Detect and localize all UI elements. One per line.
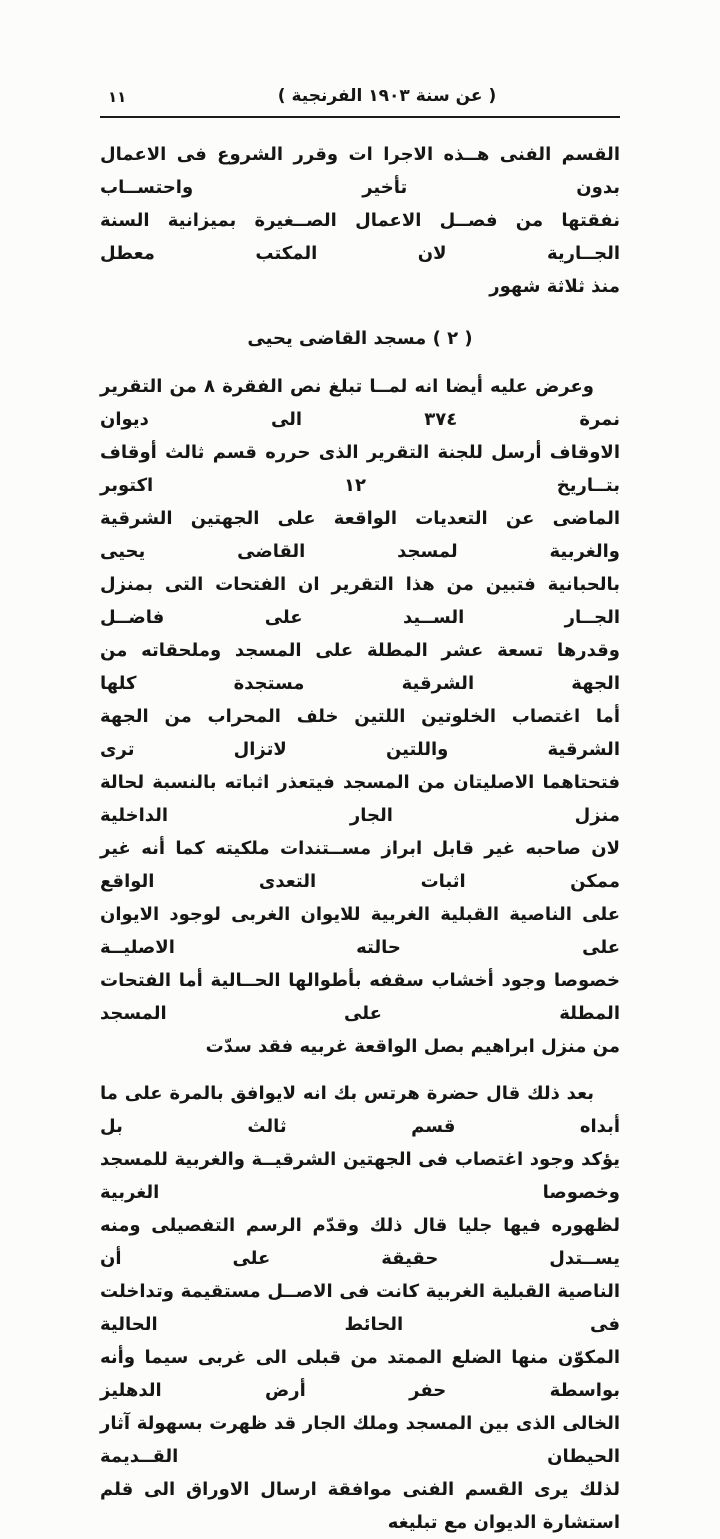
text-line: من منزل ابراهيم بصل الواقعة غربيه فقد سدّت bbox=[205, 1036, 620, 1057]
text-line: منذ ثلاثة شهور bbox=[489, 276, 620, 297]
paragraph bbox=[100, 370, 620, 1063]
text-line: لظهوره فيها جليا قال ذلك وقدّم الرسم التفصيلى ومنه يســتدل حقيقة على أن bbox=[100, 1215, 620, 1269]
text-line: الاوقاف أرسل للجنة التقرير الذى حرره قسم ثالث أوقاف بتــاريخ ١٢ اكتوبر bbox=[100, 442, 621, 496]
text-line: لان صاحبه غير قابل ابراز مســتندات ملكيته كما أنه غير ممكن اثبات التعدى الواقع bbox=[100, 838, 620, 892]
header-rule bbox=[100, 116, 620, 118]
text-line: بعد ذلك قال حضرة هرتس بك انه لايوافق بالمرة على ما أبداه قسم ثالث بل bbox=[100, 1083, 620, 1137]
text-line: الناصية القبلية الغربية كانت فى الاصــل مستقيمة وتداخلت فى الحائط الحالية bbox=[100, 1281, 620, 1335]
text-line: المكوّن منها الضلع الممتد من قبلى الى غربى سيما وأنه بواسطة حفر أرض الدهليز bbox=[100, 1347, 620, 1401]
text-line: القسم الفنى هــذه الاجرا ات وقرر الشروع فى الاعمال بدون تأخير واحتســاب bbox=[100, 144, 620, 198]
text-line: فتحتاهما الاصليتان من المسجد فيتعذر اثباته بالنسبة لحالة منزل الجار الداخلية bbox=[100, 772, 620, 826]
text-line: على الناصية القبلية الغربية للايوان الغربى لوجود الايوان على حالته الاصليــة bbox=[100, 904, 620, 958]
text-line: أما اغتصاب الخلوتين اللتين خلف المحراب من الجهة الشرقية واللتين لاتزال ترى bbox=[100, 706, 620, 760]
document-body bbox=[100, 138, 620, 1539]
text-line: الخالى الذى بين المسجد وملك الجار قد ظهرت بسهولة آثار الحيطان القــديمة bbox=[100, 1413, 620, 1467]
text-line: خصوصا وجود أخشاب سقفه بأطوالها الحــالية أما الفتحات المطلة على المسجد bbox=[100, 970, 620, 1024]
page-number: ١١ bbox=[108, 88, 127, 106]
paragraph bbox=[100, 1077, 620, 1539]
section-heading: ( ٢ ) مسجد القاضى يحيى bbox=[247, 328, 473, 349]
text-line: بالحبانية فتبين من هذا التقرير ان الفتحات التى بمنزل الجــار الســيد على فاضــل bbox=[100, 574, 620, 628]
text-line: الماضى عن التعديات الواقعة على الجهتين الشرقية والغربية لمسجد القاضى يحيى bbox=[100, 508, 620, 562]
text-line: وعرض عليه أيضا انه لمــا تبلغ نص الفقرة ٨ من التقرير نمرة ٣٧٤ الى ديوان bbox=[100, 376, 620, 430]
text-line: وقدرها تسعة عشر المطلة على المسجد وملحقاته من الجهة الشرقية مستجدة كلها bbox=[100, 640, 620, 694]
paragraph bbox=[100, 138, 620, 303]
page-header bbox=[100, 0, 620, 118]
text-line: نفقتها من فصــل الاعمال الصــغيرة بميزانية السنة الجــارية لان المكتب معطل bbox=[100, 210, 620, 264]
scanned-page bbox=[100, 0, 620, 1539]
running-title: ( عن سنة ١٩٠٣ الفرنجية ) bbox=[277, 86, 497, 106]
text-line: يؤكد وجود اغتصاب فى الجهتين الشرقيــة والغربية للمسجد وخصوصا الغربية bbox=[100, 1149, 620, 1203]
text-line: لذلك يرى القسم الفنى موافقة ارسال الاوراق الى قلم استشارة الديوان مع تبليغه bbox=[100, 1479, 620, 1533]
